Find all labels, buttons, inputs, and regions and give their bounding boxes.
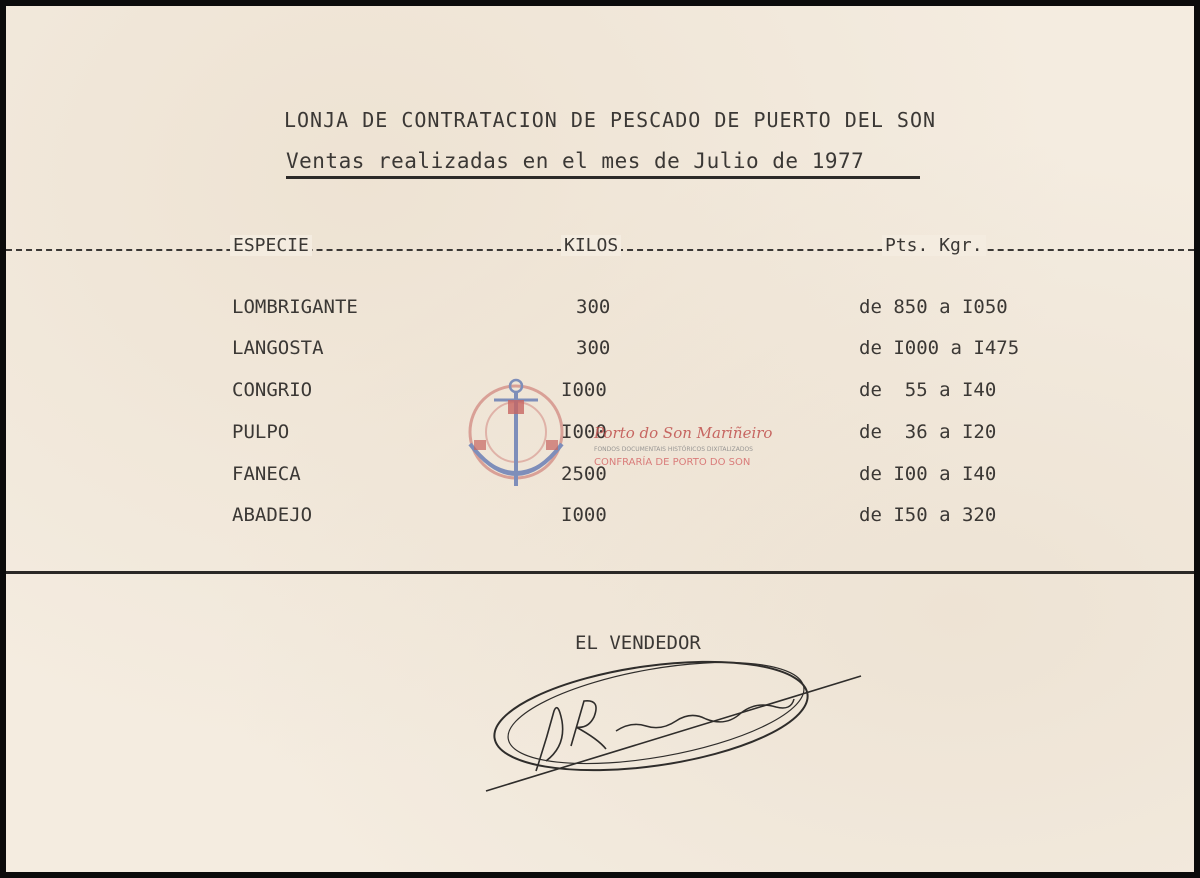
watermark-brand: Porto do Son Mariñeiro	[594, 424, 773, 442]
document-page	[6, 6, 1194, 872]
watermark-organization: CONFRARÍA DE PORTO DO SON	[594, 457, 751, 468]
species-cell: LANGOSTA	[232, 337, 324, 359]
archive-watermark	[456, 374, 773, 514]
species-cell: FANECA	[232, 463, 301, 485]
kilos-cell: I000	[561, 379, 607, 401]
species-cell: CONGRIO	[232, 379, 313, 401]
document-subtitle: Ventas realizadas en el mes de Julio de 1977	[286, 149, 865, 173]
seller-label: EL VENDEDOR	[575, 632, 701, 654]
price-cell: de I000 a I475	[859, 337, 1020, 359]
kilos-cell: 300	[576, 296, 611, 318]
kilos-cell: I000	[561, 421, 607, 443]
anchor-seal-icon	[456, 374, 596, 514]
column-header-species: ESPECIE	[230, 235, 312, 256]
column-header-price: Pts. Kgr.	[882, 235, 986, 256]
species-cell: PULPO	[232, 421, 290, 443]
species-cell: LOMBRIGANTE	[232, 296, 358, 318]
kilos-cell: I000	[561, 504, 607, 526]
closing-rule	[6, 571, 1194, 574]
table-row	[6, 337, 1194, 367]
price-cell: de I50 a 320	[859, 504, 997, 526]
document-title: LONJA DE CONTRATACION DE PESCADO DE PUERTO DEL SON	[283, 108, 937, 132]
table-row	[6, 296, 1194, 326]
price-cell: de 55 a I40	[859, 379, 997, 401]
handwritten-signature	[476, 651, 876, 801]
species-cell: ABADEJO	[232, 504, 313, 526]
price-cell: de 36 a I20	[859, 421, 997, 443]
kilos-cell: 2500	[561, 463, 607, 485]
watermark-caption: FONDOS DOCUMENTAIS HISTÓRICOS DIXITALIZADOS	[594, 446, 753, 453]
price-cell: de 850 a I050	[859, 296, 1008, 318]
price-cell: de I00 a I40	[859, 463, 997, 485]
kilos-cell: 300	[576, 337, 611, 359]
subtitle-underline	[286, 176, 920, 179]
column-header-kilos: KILOS	[561, 235, 621, 256]
